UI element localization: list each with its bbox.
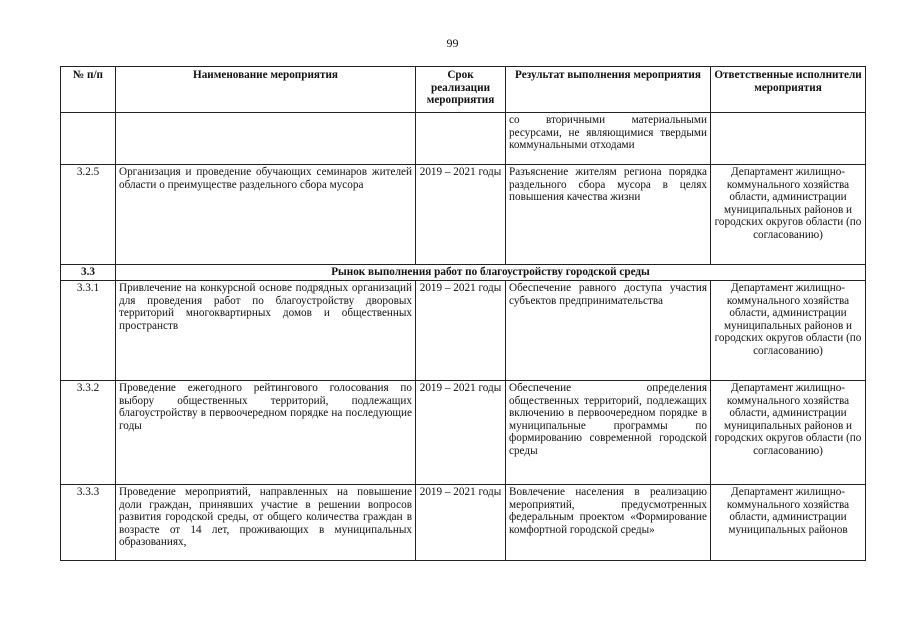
row-term: 2019 – 2021 годы — [416, 281, 506, 381]
row-responsible: Департамент жилищно-коммунального хозяйства области, администрации муниципальных районов — [711, 485, 866, 561]
header-name: Наименование мероприятия — [116, 67, 416, 113]
header-num: № п/п — [61, 67, 116, 113]
row-num — [61, 113, 116, 165]
row-result: Обеспечение равного доступа участия субъектов предпринимательства — [506, 281, 711, 381]
row-term: 2019 – 2021 годы — [416, 381, 506, 485]
row-result: Обеспечение определения общественных территорий, подлежащих включению в первоочередном порядке в муниципальные программы по формированию современной городской среды — [506, 381, 711, 485]
row-term: 2019 – 2021 годы — [416, 485, 506, 561]
row-name: Проведение ежегодного рейтингового голосования по выбору общественных территорий, подлежащих благоустройству в первоочередном порядке на последующие годы — [116, 381, 416, 485]
table-row — [61, 113, 866, 165]
row-name: Привлечение на конкурсной основе подрядных организаций для проведения работ по благоустройству дворовых территорий многоквартирных домов и общественных пространств — [116, 281, 416, 381]
table-row — [61, 165, 866, 265]
section-title: Рынок выполнения работ по благоустройству городской среды — [116, 265, 866, 281]
row-num: 3.3.3 — [61, 485, 116, 561]
row-responsible: Департамент жилищно-коммунального хозяйства области, администрации муниципальных районов и городских округов области (по согласованию) — [711, 281, 866, 381]
table-row — [61, 485, 866, 561]
row-result: Вовлечение населения в реализацию мероприятий, предусмотренных федеральным проектом «Формирование комфортной городской среды» — [506, 485, 711, 561]
row-name: Организация и проведение обучающих семинаров жителей области о преимуществе раздельного сбора мусора — [116, 165, 416, 265]
section-num: 3.3 — [61, 265, 116, 281]
row-result: со вторичными материальными ресурсами, не являющимися твердыми коммунальными отходами — [506, 113, 711, 165]
measures-table — [60, 66, 866, 561]
row-num: 3.3.2 — [61, 381, 116, 485]
header-result: Результат выполнения мероприятия — [506, 67, 711, 113]
table-row — [61, 381, 866, 485]
row-name — [116, 113, 416, 165]
header-responsible: Ответственные исполнители мероприятия — [711, 67, 866, 113]
page-number: 99 — [446, 36, 459, 50]
row-num: 3.2.5 — [61, 165, 116, 265]
row-term: 2019 – 2021 годы — [416, 165, 506, 265]
row-responsible: Департамент жилищно-коммунального хозяйства области, администрации муниципальных районов и городских округов области (по согласованию) — [711, 381, 866, 485]
row-responsible: Департамент жилищно-коммунального хозяйства области, администрации муниципальных районов и городских округов области (по согласованию) — [711, 165, 866, 265]
header-term: Срок реализации мероприятия — [416, 67, 506, 113]
row-result: Разъяснение жителям региона порядка раздельного сбора мусора в целях повышения качества жизни — [506, 165, 711, 265]
table-header-row — [61, 67, 866, 113]
row-responsible — [711, 113, 866, 165]
row-name: Проведение мероприятий, направленных на повышение доли граждан, принявших участие в решении вопросов развития городской среды, от общего количества граждан в возрасте от 14 лет, проживающих в муниципальных образованиях, — [116, 485, 416, 561]
row-term — [416, 113, 506, 165]
table-row — [61, 281, 866, 381]
row-num: 3.3.1 — [61, 281, 116, 381]
section-row — [61, 265, 866, 281]
